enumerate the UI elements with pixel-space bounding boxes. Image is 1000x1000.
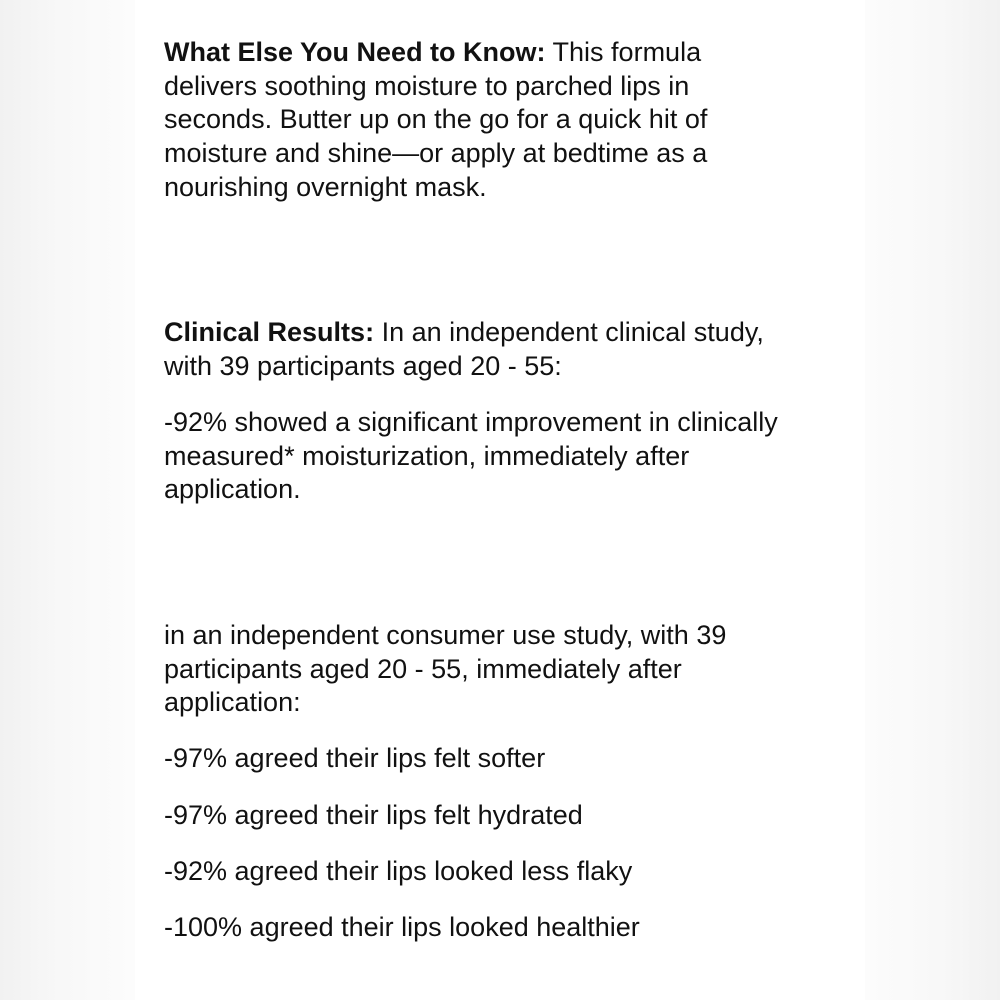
consumer-result-item: -92% agreed their lips looked less flaky bbox=[164, 856, 633, 886]
what-else-paragraph bbox=[164, 36, 844, 205]
what-else-line-5: nourishing overnight mask. bbox=[164, 171, 487, 202]
clinical-result-line-2: measured* moisturization, immediately after bbox=[164, 440, 690, 471]
consumer-result-item: -97% agreed their lips felt hydrated bbox=[164, 800, 583, 830]
what-else-line-2: delivers soothing moisture to parched lips in bbox=[164, 70, 690, 101]
clinical-line-2: with 39 participants aged 20 - 55: bbox=[164, 350, 562, 381]
clinical-result-line-3: application. bbox=[164, 474, 301, 505]
consumer-line-3: application: bbox=[164, 687, 301, 718]
clinical-result-paragraph bbox=[164, 406, 844, 507]
clinical-results-label: Clinical Results: bbox=[164, 317, 375, 347]
consumer-line-2: participants aged 20 - 55, immediately after bbox=[164, 653, 682, 684]
consumer-result-item: -100% agreed their lips looked healthier bbox=[164, 912, 640, 942]
consumer-result-item: -97% agreed their lips felt softer bbox=[164, 743, 546, 773]
clinical-line-1: In an independent clinical study, bbox=[381, 317, 764, 347]
what-else-line-3: seconds. Butter up on the go for a quick hit of bbox=[164, 104, 708, 135]
consumer-line-1: in an independent consumer use study, with 39 bbox=[164, 620, 727, 650]
clinical-result-line-1: -92% showed a significant improvement in clinically bbox=[164, 407, 778, 437]
what-else-label: What Else You Need to Know: bbox=[164, 37, 546, 67]
clinical-results-paragraph bbox=[164, 316, 844, 383]
what-else-line-1: This formula bbox=[552, 37, 702, 67]
what-else-line-4: moisture and shine—or apply at bedtime as a bbox=[164, 138, 708, 169]
consumer-study-paragraph bbox=[164, 619, 844, 720]
